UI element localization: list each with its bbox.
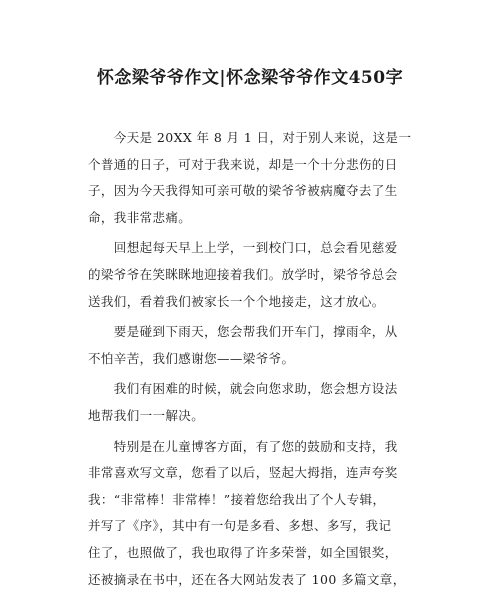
- text-line: 回想起每天早上上学，一到校门口，总会看见慈爱: [88, 240, 398, 256]
- document-body: [88, 125, 418, 597]
- text-line: 非常喜欢写文章，您看了以后，竖起大拇指，连声夸奖: [88, 465, 398, 481]
- paragraph-4: [88, 376, 418, 429]
- text-line: 子，因为今天我得知可亲可敬的梁爷爷被病魔夺去了生: [88, 183, 398, 199]
- text-line: 还被摘录在书中，还在各大网站发表了 100 多篇文章，: [88, 571, 406, 587]
- paragraph-5: [88, 434, 418, 594]
- text-line: 住了，也照做了，我也取得了许多荣誉，如全国银奖，: [88, 544, 398, 560]
- text-line: 并写了《序》，其中有一句是多看、多想、多写，我记: [88, 518, 392, 534]
- text-line: 要是碰到下雨天，您会帮我们开车门，撑雨伞，从: [88, 324, 398, 340]
- paragraph-1: [88, 125, 418, 231]
- text-line: 地帮我们一一解决。: [88, 407, 205, 423]
- text-line: 命，我非常悲痛。: [88, 209, 192, 225]
- text-line: 今天是 20XX 年 8 月 1 日，对于别人来说，这是一: [88, 130, 412, 145]
- text-line: 的梁爷爷在笑眯眯地迎接着我们。放学时，梁爷爷总会: [88, 266, 398, 282]
- text-line: 我们有困难的时候，就会向您求助，您会想方设法: [88, 381, 398, 397]
- paragraph-3: [88, 319, 418, 372]
- text-line: 特别是在儿童博客方面，有了您的鼓励和支持，我: [88, 438, 398, 454]
- document-title: 怀念梁爷爷作文|怀念梁爷爷作文450字: [96, 68, 404, 88]
- text-line: 我：“非常棒！非常棒！”接着您给我出了个人专辑，: [88, 491, 386, 507]
- text-line: 个普通的日子，可对于我来说，却是一个十分悲伤的日: [88, 156, 398, 172]
- paragraph-2: [88, 235, 418, 315]
- text-line: 不怕辛苦，我们感谢您——梁爷爷。: [88, 350, 295, 366]
- text-line: 送我们，看着我们被家长一个个地接走，这才放心。: [88, 293, 385, 309]
